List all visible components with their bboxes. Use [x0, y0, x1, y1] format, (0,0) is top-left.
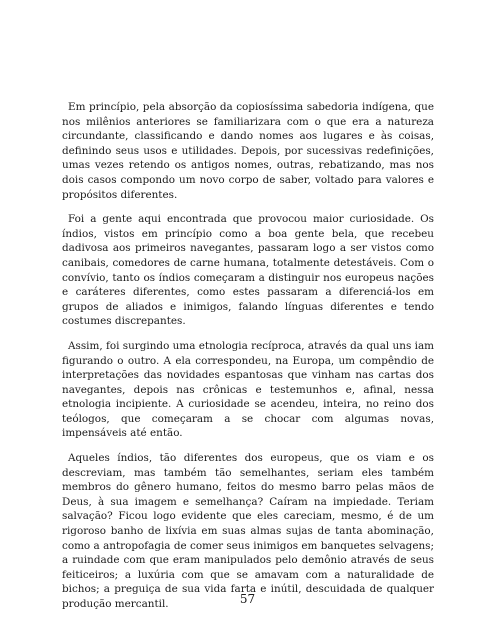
body-text	[62, 100, 434, 622]
page-number: 57	[239, 592, 256, 606]
paragraph-4: Aqueles índios, tão diferentes dos europeus, que os viam e os descreviam, mas também tão semelhantes, seriam eles também membros do gênero humano, feitos do mesmo barro pelas mãos de Deus, à sua imagem e semelhança? Caíram na impiedade. Teriam salvação? Ficou logo evidente que eles careciam, mesmo, é de um rigoroso banho de lixívia em suas almas sujas de tanta abominação, como a antropofagia de comer seus inimigos em banquetes selvagens; a ruindade com que eram manipulados pelo demônio através de seus feiticeiros; a luxúria com que se amavam com a naturalidade de bichos; a preguiça de sua vida farta e inútil, descuidada de qualquer produção mercantil.	[62, 452, 434, 610]
paragraph-1: Em princípio, pela absorção da copiosíssima sabedoria indígena, que nos milênios anteriores se familiarizara com o que era a natureza circundante, classificando e dando nomes aos lugares e às coisas, definindo seus usos e utilidades. Depois, por sucessivas redefinições, umas vezes retendo os antigos nomes, outras, rebatizando, mas nos dois casos compondo um novo corpo de saber, voltado para valores e propósitos diferentes.	[62, 101, 434, 201]
paragraph-2: Foi a gente aqui encontrada que provocou maior curiosidade. Os índios, vistos em princípio como a boa gente bela, que recebeu dadivosa aos primeiros navegantes, passaram logo a ser vistos como canibais, comedores de carne humana, totalmente detestáveis. Com o convívio, tanto os índios começaram a distinguir nos europeus nações e caráteres diferentes, como estes passaram a diferenciá-los em grupos de aliados e inimigos, falando línguas diferentes e tendo costumes discrepantes.	[62, 213, 434, 328]
paragraph-3: Assim, foi surgindo uma etnologia recíproca, através da qual uns iam figurando o outro. A ela correspondeu, na Europa, um compêndio de interpretações das novidades espantosas que vinham nas cartas dos navegantes, depois nas crônicas e testemunhos e, afinal, nessa etnologia incipiente. A curiosidade se acendeu, inteira, no reino dos teólogos, que começaram a se chocar com algumas novas, impensáveis até então.	[62, 339, 434, 440]
